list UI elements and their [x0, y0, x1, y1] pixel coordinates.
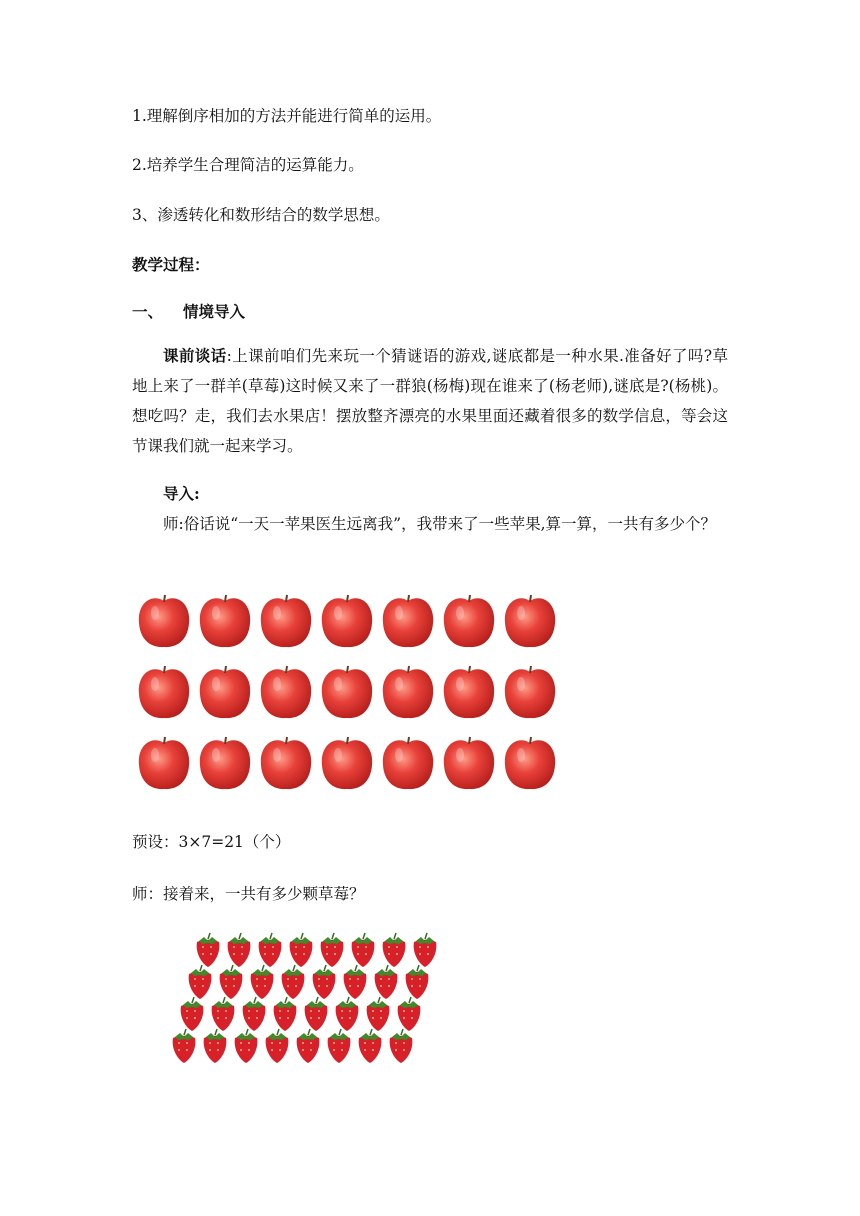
- strawberry-icon: [375, 965, 398, 999]
- strawberry-icon: [235, 1029, 258, 1063]
- objective-1: 1.理解倒序相加的方法并能进行简单的运用。: [132, 107, 442, 125]
- apple-grid: [135, 590, 565, 790]
- apple-icon: [261, 595, 311, 647]
- apple-icon: [139, 737, 189, 789]
- strawberry-icon: [297, 1029, 320, 1063]
- strawberry-icon: [259, 933, 282, 967]
- strawberry-icon: [204, 1029, 227, 1063]
- apple-icon: [444, 595, 494, 647]
- section-number: 一、: [132, 302, 164, 321]
- strawberry-icon: [197, 933, 220, 967]
- strawberry-icon: [344, 965, 367, 999]
- strawberry-icon: [274, 997, 297, 1031]
- strawberry-icon: [359, 1029, 382, 1063]
- apple-icon: [505, 595, 555, 647]
- teacher-strawberry-question: 师：接着来，一共有多少颗草莓？: [132, 885, 365, 903]
- objective-2: 2.培养学生合理简洁的运算能力。: [132, 156, 364, 174]
- strawberry-icon: [228, 933, 251, 967]
- strawberry-icon: [414, 933, 437, 967]
- strawberry-icon: [305, 997, 328, 1031]
- strawberry-grid: [145, 927, 445, 1067]
- teacher-apple-question: 师:俗话说“一天一苹果医生远离我”，我带来了一些苹果,算一算，一共有多少个？: [163, 515, 716, 533]
- strawberry-icon: [321, 933, 344, 967]
- apple-icon: [261, 666, 311, 718]
- preset-answer: 预设：3×7=21（个）: [132, 833, 291, 851]
- apple-icon: [200, 666, 250, 718]
- apple-icon: [505, 666, 555, 718]
- section-title: 情境导入: [183, 302, 246, 321]
- strawberry-icon: [212, 997, 235, 1031]
- strawberry-icon: [220, 965, 243, 999]
- strawberry-icon: [390, 1029, 413, 1063]
- warmup-paragraph: [132, 341, 728, 461]
- warmup-text: :上课前咱们先来玩一个猜谜语的游戏,谜底都是一种水果.准备好了吗?草地上来了一群羊(草莓)这时候又来了一群狼(杨梅)现在谁来了(杨老师),谜底是?(杨桃)。想吃吗？走，我们去水果店！摆放整齐漂亮的水果里面还藏着很多的数学信息，等会这节课我们就一起来学习。: [132, 347, 728, 455]
- apple-icon: [200, 737, 250, 789]
- strawberry-icon: [173, 1029, 196, 1063]
- apple-icon: [444, 737, 494, 789]
- strawberry-icon: [181, 997, 204, 1031]
- apple-icon: [139, 666, 189, 718]
- apple-icon: [261, 737, 311, 789]
- intro-label: 导入:: [163, 484, 200, 503]
- strawberry-icon: [328, 1029, 351, 1063]
- objective-3: 3、渗透转化和数形结合的数学思想。: [132, 206, 390, 224]
- process-heading: 教学过程：: [132, 255, 210, 274]
- strawberry-icon: [398, 997, 421, 1031]
- apple-icon: [139, 595, 189, 647]
- strawberry-icon: [243, 997, 266, 1031]
- apple-icon: [322, 595, 372, 647]
- strawberry-icon: [352, 933, 375, 967]
- apple-icon: [383, 666, 433, 718]
- apple-icon: [383, 737, 433, 789]
- apple-icon: [505, 737, 555, 789]
- strawberry-icon: [383, 933, 406, 967]
- apple-icon: [322, 666, 372, 718]
- strawberry-icon: [336, 997, 359, 1031]
- strawberry-icon: [406, 965, 429, 999]
- apple-icon: [383, 595, 433, 647]
- warmup-label: 课前谈话: [163, 346, 227, 365]
- strawberry-icon: [290, 933, 313, 967]
- apple-icon: [322, 737, 372, 789]
- strawberry-icon: [282, 965, 305, 999]
- strawberry-icon: [367, 997, 390, 1031]
- strawberry-icon: [251, 965, 274, 999]
- strawberry-icon: [313, 965, 336, 999]
- strawberry-icon: [189, 965, 212, 999]
- apple-icon: [444, 666, 494, 718]
- apple-icon: [200, 595, 250, 647]
- strawberry-icon: [266, 1029, 289, 1063]
